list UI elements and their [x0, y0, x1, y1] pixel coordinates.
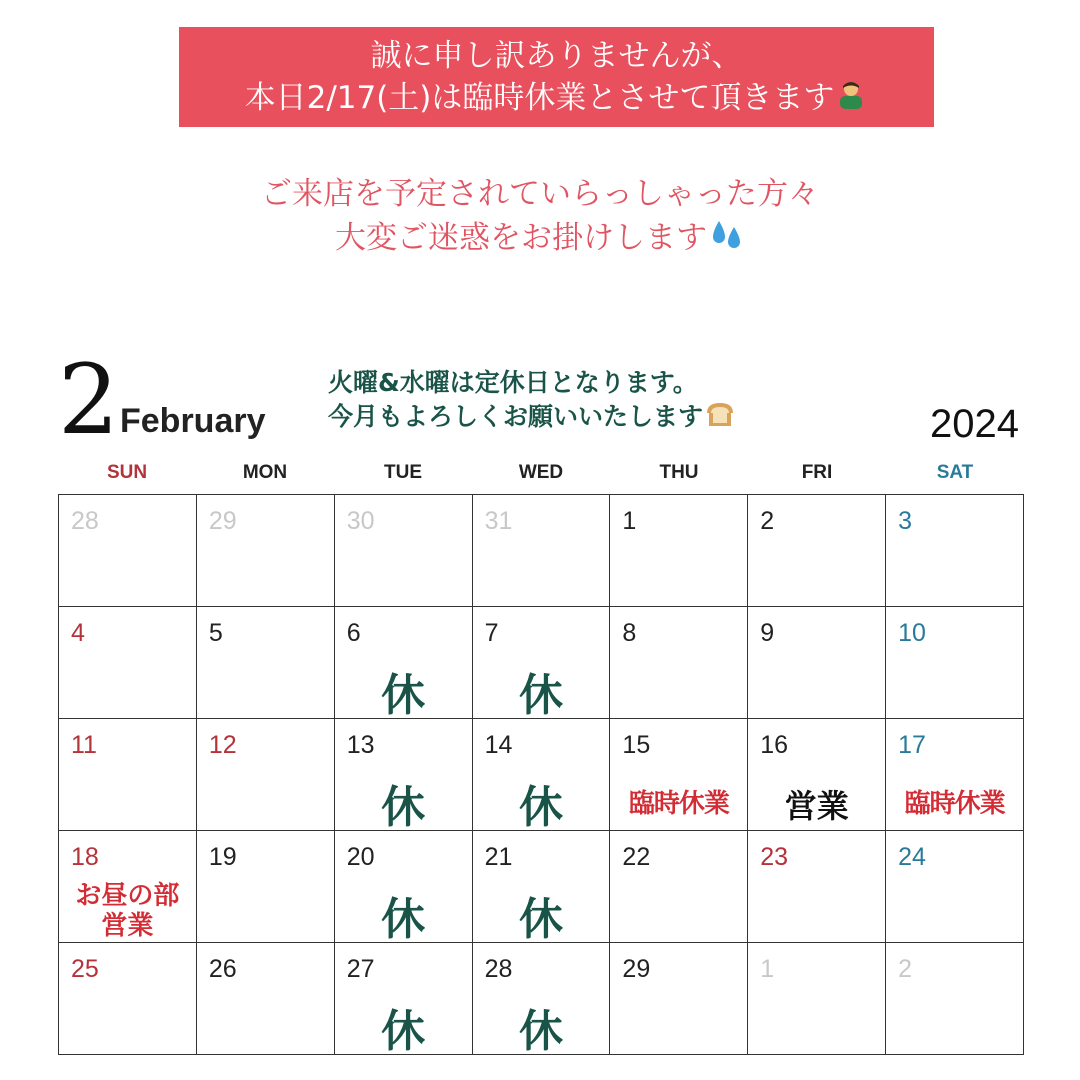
- weekday-wed: WED: [518, 462, 564, 483]
- day-number: 1: [622, 507, 637, 535]
- day-number: 7: [484, 619, 499, 647]
- day-number: 22: [622, 843, 651, 871]
- day-cell: [59, 495, 197, 607]
- day-number: 17: [898, 731, 926, 759]
- day-cell: [886, 495, 1024, 607]
- day-cell: [473, 719, 611, 831]
- day-number: 29: [622, 955, 651, 983]
- weekday-sun: SUN: [106, 462, 148, 483]
- weekday-sat: SAT: [936, 462, 974, 483]
- lunch-open-label: [59, 881, 196, 941]
- day-number: 10: [898, 619, 926, 647]
- holiday-note-line-2: [328, 399, 737, 437]
- day-cell: [59, 719, 197, 831]
- day-cell: [473, 495, 611, 607]
- day-number: 29: [208, 507, 237, 535]
- apology-message: [0, 172, 1080, 263]
- weekday-thu: THU: [659, 462, 699, 483]
- bowing-person-icon: [834, 77, 868, 122]
- weekday-header: [58, 458, 1024, 488]
- day-cell: [473, 607, 611, 719]
- day-cell: [886, 831, 1024, 943]
- notice-line-2: [179, 77, 934, 122]
- day-number: 31: [484, 507, 513, 535]
- day-number: 18: [71, 843, 99, 871]
- holiday-note-line-2-text: 今月もよろしくお願いいたします: [328, 402, 704, 431]
- notice-line-1: 誠に申し訳ありませんが、: [370, 38, 743, 74]
- day-cell: [748, 719, 886, 831]
- month-number: 2: [58, 344, 120, 456]
- day-number: 2: [898, 955, 913, 983]
- day-cell: [335, 831, 473, 943]
- day-cell: [59, 831, 197, 943]
- day-cell: [610, 831, 748, 943]
- day-number: 20: [346, 843, 375, 871]
- day-number: 25: [71, 955, 99, 983]
- regular-holiday-note: [328, 366, 737, 437]
- day-cell: [59, 607, 197, 719]
- day-cell: [197, 607, 335, 719]
- bread-icon: [703, 399, 737, 437]
- sweat-droplets-icon: [707, 217, 745, 263]
- day-cell: [335, 719, 473, 831]
- day-number: 6: [346, 619, 361, 647]
- closure-notice-banner: [179, 27, 934, 127]
- year: 2024: [930, 402, 1019, 446]
- closed-mark: 休: [518, 894, 563, 943]
- notice-line-2-text: 本日2/17(土)は臨時休業とさせて頂きます: [244, 80, 835, 116]
- day-cell: [748, 495, 886, 607]
- day-number: 1: [760, 955, 775, 983]
- day-number: 12: [208, 731, 237, 759]
- day-cell: [197, 495, 335, 607]
- lunch-label-line-2: 営業: [101, 911, 154, 941]
- day-cell: [473, 943, 611, 1055]
- day-cell: [197, 831, 335, 943]
- day-number: 8: [622, 619, 637, 647]
- day-cell: [748, 943, 886, 1055]
- day-cell: [335, 607, 473, 719]
- closed-mark: 休: [381, 894, 426, 943]
- day-number: 3: [898, 507, 913, 535]
- closed-mark: 休: [518, 670, 563, 719]
- day-number: 2: [760, 507, 775, 535]
- day-number: 26: [208, 955, 237, 983]
- day-cell: [886, 943, 1024, 1055]
- open-label: 営業: [784, 787, 849, 825]
- day-cell: [473, 831, 611, 943]
- day-cell: [197, 719, 335, 831]
- temporary-closure-label: 臨時休業: [628, 789, 729, 819]
- day-cell: [197, 943, 335, 1055]
- day-number: 28: [484, 955, 513, 983]
- day-cell: [335, 495, 473, 607]
- weekday-tue: TUE: [384, 462, 422, 483]
- closed-mark: 休: [518, 1006, 563, 1055]
- day-number: 30: [346, 507, 375, 535]
- calendar-grid: [58, 494, 1024, 1055]
- day-cell: [748, 831, 886, 943]
- day-number: 21: [484, 843, 513, 871]
- day-number: 4: [71, 619, 85, 647]
- apology-line-2-text: 大変ご迷惑をお掛けします: [335, 220, 707, 256]
- day-number: 28: [71, 507, 99, 535]
- closed-mark: 休: [381, 782, 426, 831]
- day-cell: [886, 719, 1024, 831]
- day-number: 5: [208, 619, 223, 647]
- weekday-fri: FRI: [801, 462, 833, 483]
- day-cell: [335, 943, 473, 1055]
- day-number: 24: [898, 843, 926, 871]
- month-name: February: [120, 402, 266, 440]
- day-number: 11: [71, 731, 97, 759]
- day-cell: [610, 719, 748, 831]
- day-number: 9: [760, 619, 775, 647]
- day-number: 13: [346, 731, 375, 759]
- lunch-label-line-1: お昼の部: [75, 881, 180, 911]
- closed-mark: 休: [381, 670, 426, 719]
- day-number: 15: [622, 731, 651, 759]
- temporary-closure-label: 臨時休業: [904, 789, 1005, 819]
- holiday-note-line-1: 火曜&水曜は定休日となります。: [328, 368, 698, 397]
- day-cell: [748, 607, 886, 719]
- day-number: 16: [760, 731, 789, 759]
- weekday-mon: MON: [242, 462, 288, 483]
- closed-mark: 休: [381, 1006, 426, 1055]
- day-number: 14: [484, 731, 513, 759]
- day-number: 27: [346, 955, 375, 983]
- closed-mark: 休: [518, 782, 563, 831]
- day-number: 23: [760, 843, 789, 871]
- apology-line-2: [0, 216, 1080, 263]
- day-cell: [59, 943, 197, 1055]
- apology-line-1: ご来店を予定されていらっしゃった方々: [261, 176, 819, 212]
- day-cell: [610, 607, 748, 719]
- day-cell: [610, 495, 748, 607]
- day-cell: [886, 607, 1024, 719]
- day-cell: [610, 943, 748, 1055]
- day-number: 19: [208, 843, 237, 871]
